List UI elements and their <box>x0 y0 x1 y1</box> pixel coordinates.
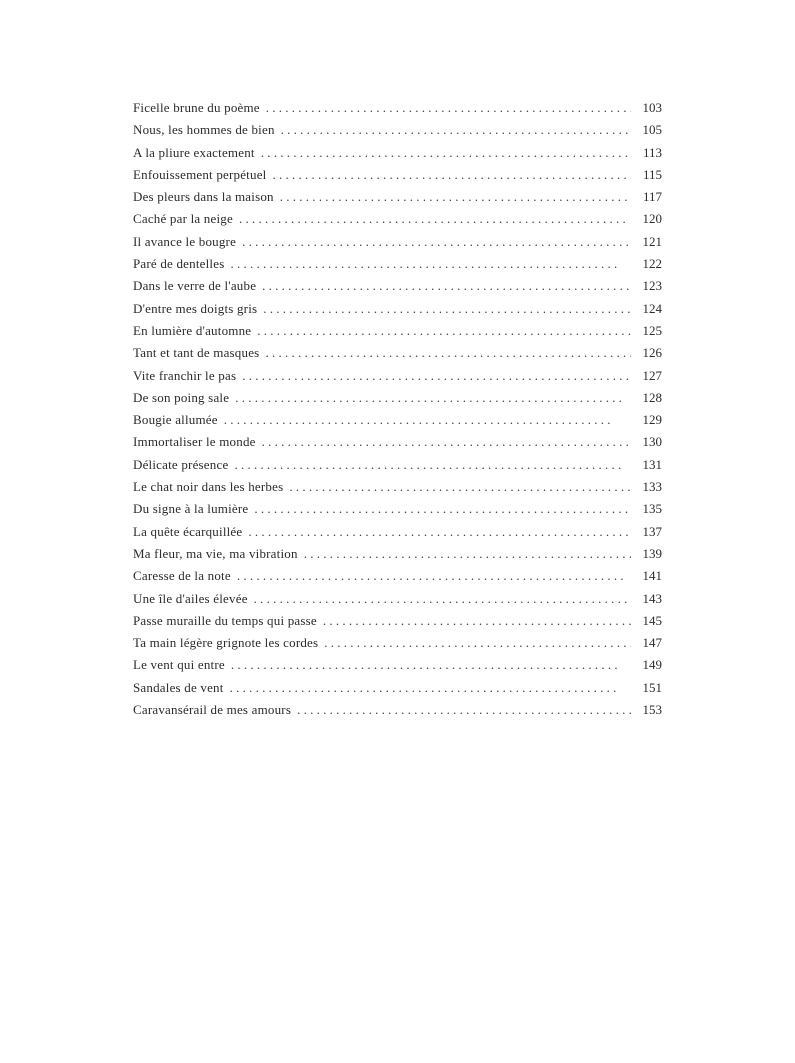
toc-entry-page: 141 <box>642 568 662 584</box>
toc-entry-page: 147 <box>642 635 662 651</box>
dot-leader <box>262 434 631 450</box>
dot-leader <box>257 323 631 339</box>
toc-entry <box>133 568 662 590</box>
toc-entry-page: 125 <box>642 322 662 338</box>
toc-entry-title: Paré de dentelles <box>133 256 225 272</box>
toc-entry-page: 135 <box>642 501 662 517</box>
toc-entry-title: Une île d'ailes élevée <box>133 590 248 606</box>
toc-entry-page: 126 <box>642 345 662 361</box>
dot-leader <box>231 657 631 673</box>
dot-leader <box>265 345 631 361</box>
dot-leader <box>242 234 631 250</box>
toc-entry-page: 149 <box>642 657 662 673</box>
toc-entry-title: Enfouissement perpétuel <box>133 166 267 182</box>
toc-entry-title: Des pleurs dans la maison <box>133 189 274 205</box>
toc-entry-title: A la pliure exactement <box>133 144 255 160</box>
dot-leader <box>297 702 631 718</box>
dot-leader <box>262 278 631 294</box>
toc-entry-title: Sandales de vent <box>133 679 224 695</box>
dot-leader <box>261 145 631 161</box>
dot-leader <box>248 524 631 540</box>
toc-entry-title: D'entre mes doigts gris <box>133 300 258 316</box>
toc-entry-page: 113 <box>642 144 662 160</box>
toc-entry-title: Ma fleur, ma vie, ma vibration <box>133 545 298 561</box>
toc-entry <box>133 457 662 479</box>
toc-entry-page: 130 <box>642 434 662 450</box>
toc-entry <box>133 189 662 211</box>
dot-leader <box>230 256 631 272</box>
dot-leader <box>280 189 631 205</box>
toc-entry <box>133 323 662 345</box>
toc-entry <box>133 635 662 657</box>
toc-entry-title: Le chat noir dans les herbes <box>133 479 284 495</box>
toc-entry-title: Ficelle brune du poème <box>133 100 260 115</box>
toc-entry-page: 145 <box>642 612 662 628</box>
dot-leader <box>289 479 631 495</box>
toc-entry <box>133 256 662 278</box>
toc-entry-page: 137 <box>642 523 662 539</box>
toc-entry-title: Du signe à la lumière <box>133 501 249 517</box>
toc-entry-title: Caché par la neige <box>133 211 233 227</box>
toc-entry-page: 133 <box>642 479 662 495</box>
toc-entry-page: 115 <box>642 166 662 182</box>
toc-entry-title: De son poing sale <box>133 389 230 405</box>
toc-entry-page: 143 <box>642 590 662 606</box>
toc-entry-title: Dans le verre de l'aube <box>133 278 257 294</box>
toc-entry <box>133 345 662 367</box>
toc-entry <box>133 301 662 323</box>
toc-entry-page: 123 <box>642 278 662 294</box>
dot-leader <box>263 301 631 317</box>
toc-entry <box>133 591 662 613</box>
toc-entry-title: Caravansérail de mes amours <box>133 702 292 718</box>
toc-entry <box>133 613 662 635</box>
toc-entry-page: 139 <box>642 545 662 561</box>
toc-entry-title: Immortaliser le monde <box>133 434 256 450</box>
toc-entry-page: 128 <box>642 389 662 405</box>
dot-leader <box>266 100 631 116</box>
toc-entry <box>133 479 662 501</box>
toc-entry-title: Ta main légère grignote les cordes <box>133 635 319 651</box>
dot-leader <box>224 412 631 428</box>
toc-entry-page: 124 <box>642 300 662 316</box>
dot-leader <box>235 390 631 406</box>
toc-entry-title: Délicate présence <box>133 456 229 472</box>
dot-leader <box>324 635 631 651</box>
toc-entry <box>133 702 662 724</box>
toc-entry <box>133 234 662 256</box>
dot-leader <box>237 568 631 584</box>
toc-entry <box>133 412 662 434</box>
toc-entry <box>133 145 662 167</box>
toc-entry-title: La quête écarquillée <box>133 523 243 539</box>
dot-leader <box>323 613 631 629</box>
dot-leader <box>272 167 631 183</box>
toc-entry-page: 117 <box>642 189 662 205</box>
toc-entry <box>133 122 662 144</box>
toc-entry-page: 153 <box>642 702 662 718</box>
table-of-contents <box>133 100 662 724</box>
toc-entry <box>133 368 662 390</box>
toc-entry <box>133 278 662 300</box>
toc-entry-title: En lumière d'automne <box>133 322 252 338</box>
toc-entry <box>133 390 662 412</box>
toc-entry <box>133 211 662 233</box>
toc-entry-page: 129 <box>642 412 662 428</box>
dot-leader <box>254 501 631 517</box>
toc-entry <box>133 524 662 546</box>
toc-entry-title: Le vent qui entre <box>133 657 225 673</box>
dot-leader <box>234 457 631 473</box>
dot-leader <box>239 211 631 227</box>
toc-entry-page: 103 <box>642 100 662 115</box>
toc-entry-title: Vite franchir le pas <box>133 367 237 383</box>
toc-entry-title: Il avance le bougre <box>133 233 237 249</box>
toc-entry <box>133 501 662 523</box>
dot-leader <box>242 368 631 384</box>
toc-entry <box>133 434 662 456</box>
toc-entry-title: Tant et tant de masques <box>133 345 260 361</box>
dot-leader <box>254 591 631 607</box>
toc-entry-page: 151 <box>642 679 662 695</box>
toc-entry <box>133 167 662 189</box>
toc-entry-title: Nous, les hommes de bien <box>133 122 275 138</box>
toc-entry-page: 122 <box>642 256 662 272</box>
toc-entry-page: 131 <box>642 456 662 472</box>
toc-entry-title: Bougie allumée <box>133 412 218 428</box>
toc-entry-page: 127 <box>642 367 662 383</box>
toc-entry <box>133 546 662 568</box>
toc-entry-page: 121 <box>642 233 662 249</box>
toc-entry-title: Caresse de la note <box>133 568 231 584</box>
toc-entry-page: 120 <box>642 211 662 227</box>
toc-entry <box>133 680 662 702</box>
toc-entry <box>133 100 662 122</box>
dot-leader <box>281 122 631 138</box>
dot-leader <box>304 546 631 562</box>
toc-entry-page: 105 <box>642 122 662 138</box>
dot-leader <box>230 680 631 696</box>
toc-entry <box>133 657 662 679</box>
toc-entry-title: Passe muraille du temps qui passe <box>133 612 317 628</box>
